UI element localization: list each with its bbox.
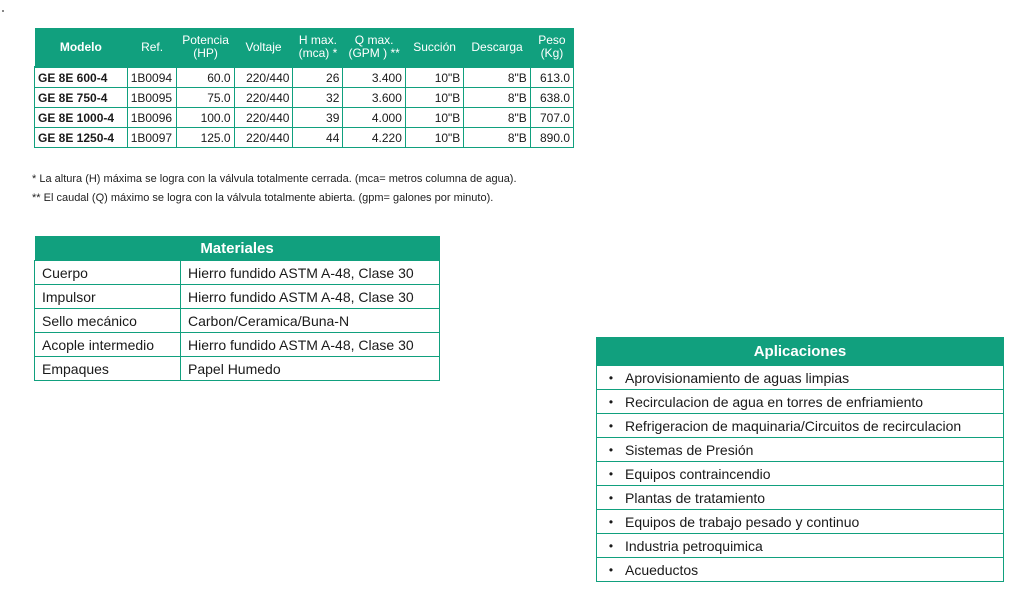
cell-potencia: 75.0 — [177, 88, 234, 108]
cell-peso: 890.0 — [530, 128, 573, 148]
footnote-h: * La altura (H) máxima se logra con la válvula totalmente cerrada. (mca= metros columna de agua). — [32, 173, 517, 185]
header-q-max: Q max. (GPM ) ** — [343, 28, 406, 67]
bullet-icon: • — [608, 562, 614, 577]
list-item — [597, 557, 1003, 581]
list-item — [597, 365, 1003, 389]
cell-model: GE 8E 750-4 — [35, 88, 128, 108]
list-item-label: Aprovisionamiento de aguas limpias — [625, 369, 850, 386]
list-item-label: Industria petroquimica — [625, 537, 763, 554]
cell-ref: 1B0097 — [127, 128, 177, 148]
header-ref: Ref. — [127, 28, 177, 67]
cell-voltaje: 220/440 — [234, 108, 293, 128]
list-item-label: Sistemas de Presión — [625, 441, 754, 458]
material-value: Carbon/Ceramica/Buna-N — [181, 309, 440, 333]
cell-succion: 10"B — [405, 67, 463, 88]
cell-descarga: 8"B — [464, 108, 530, 128]
material-value: Hierro fundido ASTM A-48, Clase 30 — [181, 333, 440, 357]
header-voltaje: Voltaje — [234, 28, 293, 67]
cell-peso: 638.0 — [530, 88, 573, 108]
cell-q-max: 4.000 — [343, 108, 406, 128]
specs-table — [34, 28, 574, 148]
material-value: Hierro fundido ASTM A-48, Clase 30 — [181, 261, 440, 285]
cell-q-max: 3.400 — [343, 67, 406, 88]
table-row — [35, 261, 440, 285]
bullet-icon: • — [608, 514, 614, 529]
bullet-icon: • — [608, 370, 614, 385]
material-part: Acople intermedio — [35, 333, 181, 357]
cell-h-max: 26 — [293, 67, 343, 88]
list-item — [597, 485, 1003, 509]
cell-descarga: 8"B — [464, 128, 530, 148]
cell-h-max: 32 — [293, 88, 343, 108]
list-item — [597, 437, 1003, 461]
cell-descarga: 8"B — [464, 67, 530, 88]
materials-table — [34, 236, 440, 381]
footnote-q: ** El caudal (Q) máximo se logra con la válvula totalmente abierta. (gpm= galones por minuto). — [32, 192, 494, 204]
header-h-max: H max. (mca) * — [293, 28, 343, 67]
list-item-label: Equipos contraincendio — [625, 465, 771, 482]
material-part: Sello mecánico — [35, 309, 181, 333]
cell-q-max: 4.220 — [343, 128, 406, 148]
footnotes — [32, 170, 517, 208]
table-row — [35, 357, 440, 381]
bullet-icon: • — [608, 418, 614, 433]
list-item-label: Equipos de trabajo pesado y continuo — [625, 513, 860, 530]
table-row — [35, 128, 574, 148]
cell-model: GE 8E 1000-4 — [35, 108, 128, 128]
cell-model: GE 8E 600-4 — [35, 67, 128, 88]
cell-voltaje: 220/440 — [234, 88, 293, 108]
list-item-label: Plantas de tratamiento — [625, 489, 766, 506]
table-row — [35, 88, 574, 108]
header-peso: Peso (Kg) — [530, 28, 573, 67]
material-value: Papel Humedo — [181, 357, 440, 381]
list-item — [597, 413, 1003, 437]
list-item — [597, 533, 1003, 557]
list-item — [597, 509, 1003, 533]
table-row — [35, 67, 574, 88]
cell-succion: 10"B — [405, 88, 463, 108]
cell-voltaje: 220/440 — [234, 128, 293, 148]
material-part: Empaques — [35, 357, 181, 381]
cell-ref: 1B0096 — [127, 108, 177, 128]
material-part: Impulsor — [35, 285, 181, 309]
table-row — [35, 333, 440, 357]
cell-descarga: 8"B — [464, 88, 530, 108]
list-item — [597, 461, 1003, 485]
header-modelo: Modelo — [35, 28, 128, 67]
table-row — [35, 309, 440, 333]
list-item-label: Recirculacion de agua en torres de enfriamiento — [625, 393, 924, 410]
bullet-icon: • — [608, 466, 614, 481]
bullet-icon: • — [608, 538, 614, 553]
list-item-label: Refrigeracion de maquinaria/Circuitos de recirculacion — [625, 417, 962, 434]
applications-title: Aplicaciones — [597, 338, 1003, 365]
cell-succion: 10"B — [405, 128, 463, 148]
cell-voltaje: 220/440 — [234, 67, 293, 88]
material-part: Cuerpo — [35, 261, 181, 285]
cell-model: GE 8E 1250-4 — [35, 128, 128, 148]
cell-peso: 613.0 — [530, 67, 573, 88]
list-item-label: Acueductos — [625, 561, 699, 578]
list-item — [597, 389, 1003, 413]
applications-list — [596, 337, 1004, 582]
cell-h-max: 44 — [293, 128, 343, 148]
bullet-icon: • — [608, 394, 614, 409]
header-potencia: Potencia (HP) — [177, 28, 234, 67]
cell-ref: 1B0095 — [127, 88, 177, 108]
table-row — [35, 285, 440, 309]
cell-h-max: 39 — [293, 108, 343, 128]
materials-title: Materiales — [35, 236, 440, 261]
cell-potencia: 125.0 — [177, 128, 234, 148]
cell-peso: 707.0 — [530, 108, 573, 128]
material-value: Hierro fundido ASTM A-48, Clase 30 — [181, 285, 440, 309]
cell-potencia: 60.0 — [177, 67, 234, 88]
header-succion: Succión — [405, 28, 463, 67]
cell-ref: 1B0094 — [127, 67, 177, 88]
specs-header-row — [35, 28, 574, 67]
cell-succion: 10"B — [405, 108, 463, 128]
cell-q-max: 3.600 — [343, 88, 406, 108]
table-row — [35, 108, 574, 128]
bullet-icon: • — [608, 490, 614, 505]
bullet-icon: • — [608, 442, 614, 457]
cell-potencia: 100.0 — [177, 108, 234, 128]
header-descarga: Descarga — [464, 28, 530, 67]
corner-mark — [2, 10, 4, 12]
